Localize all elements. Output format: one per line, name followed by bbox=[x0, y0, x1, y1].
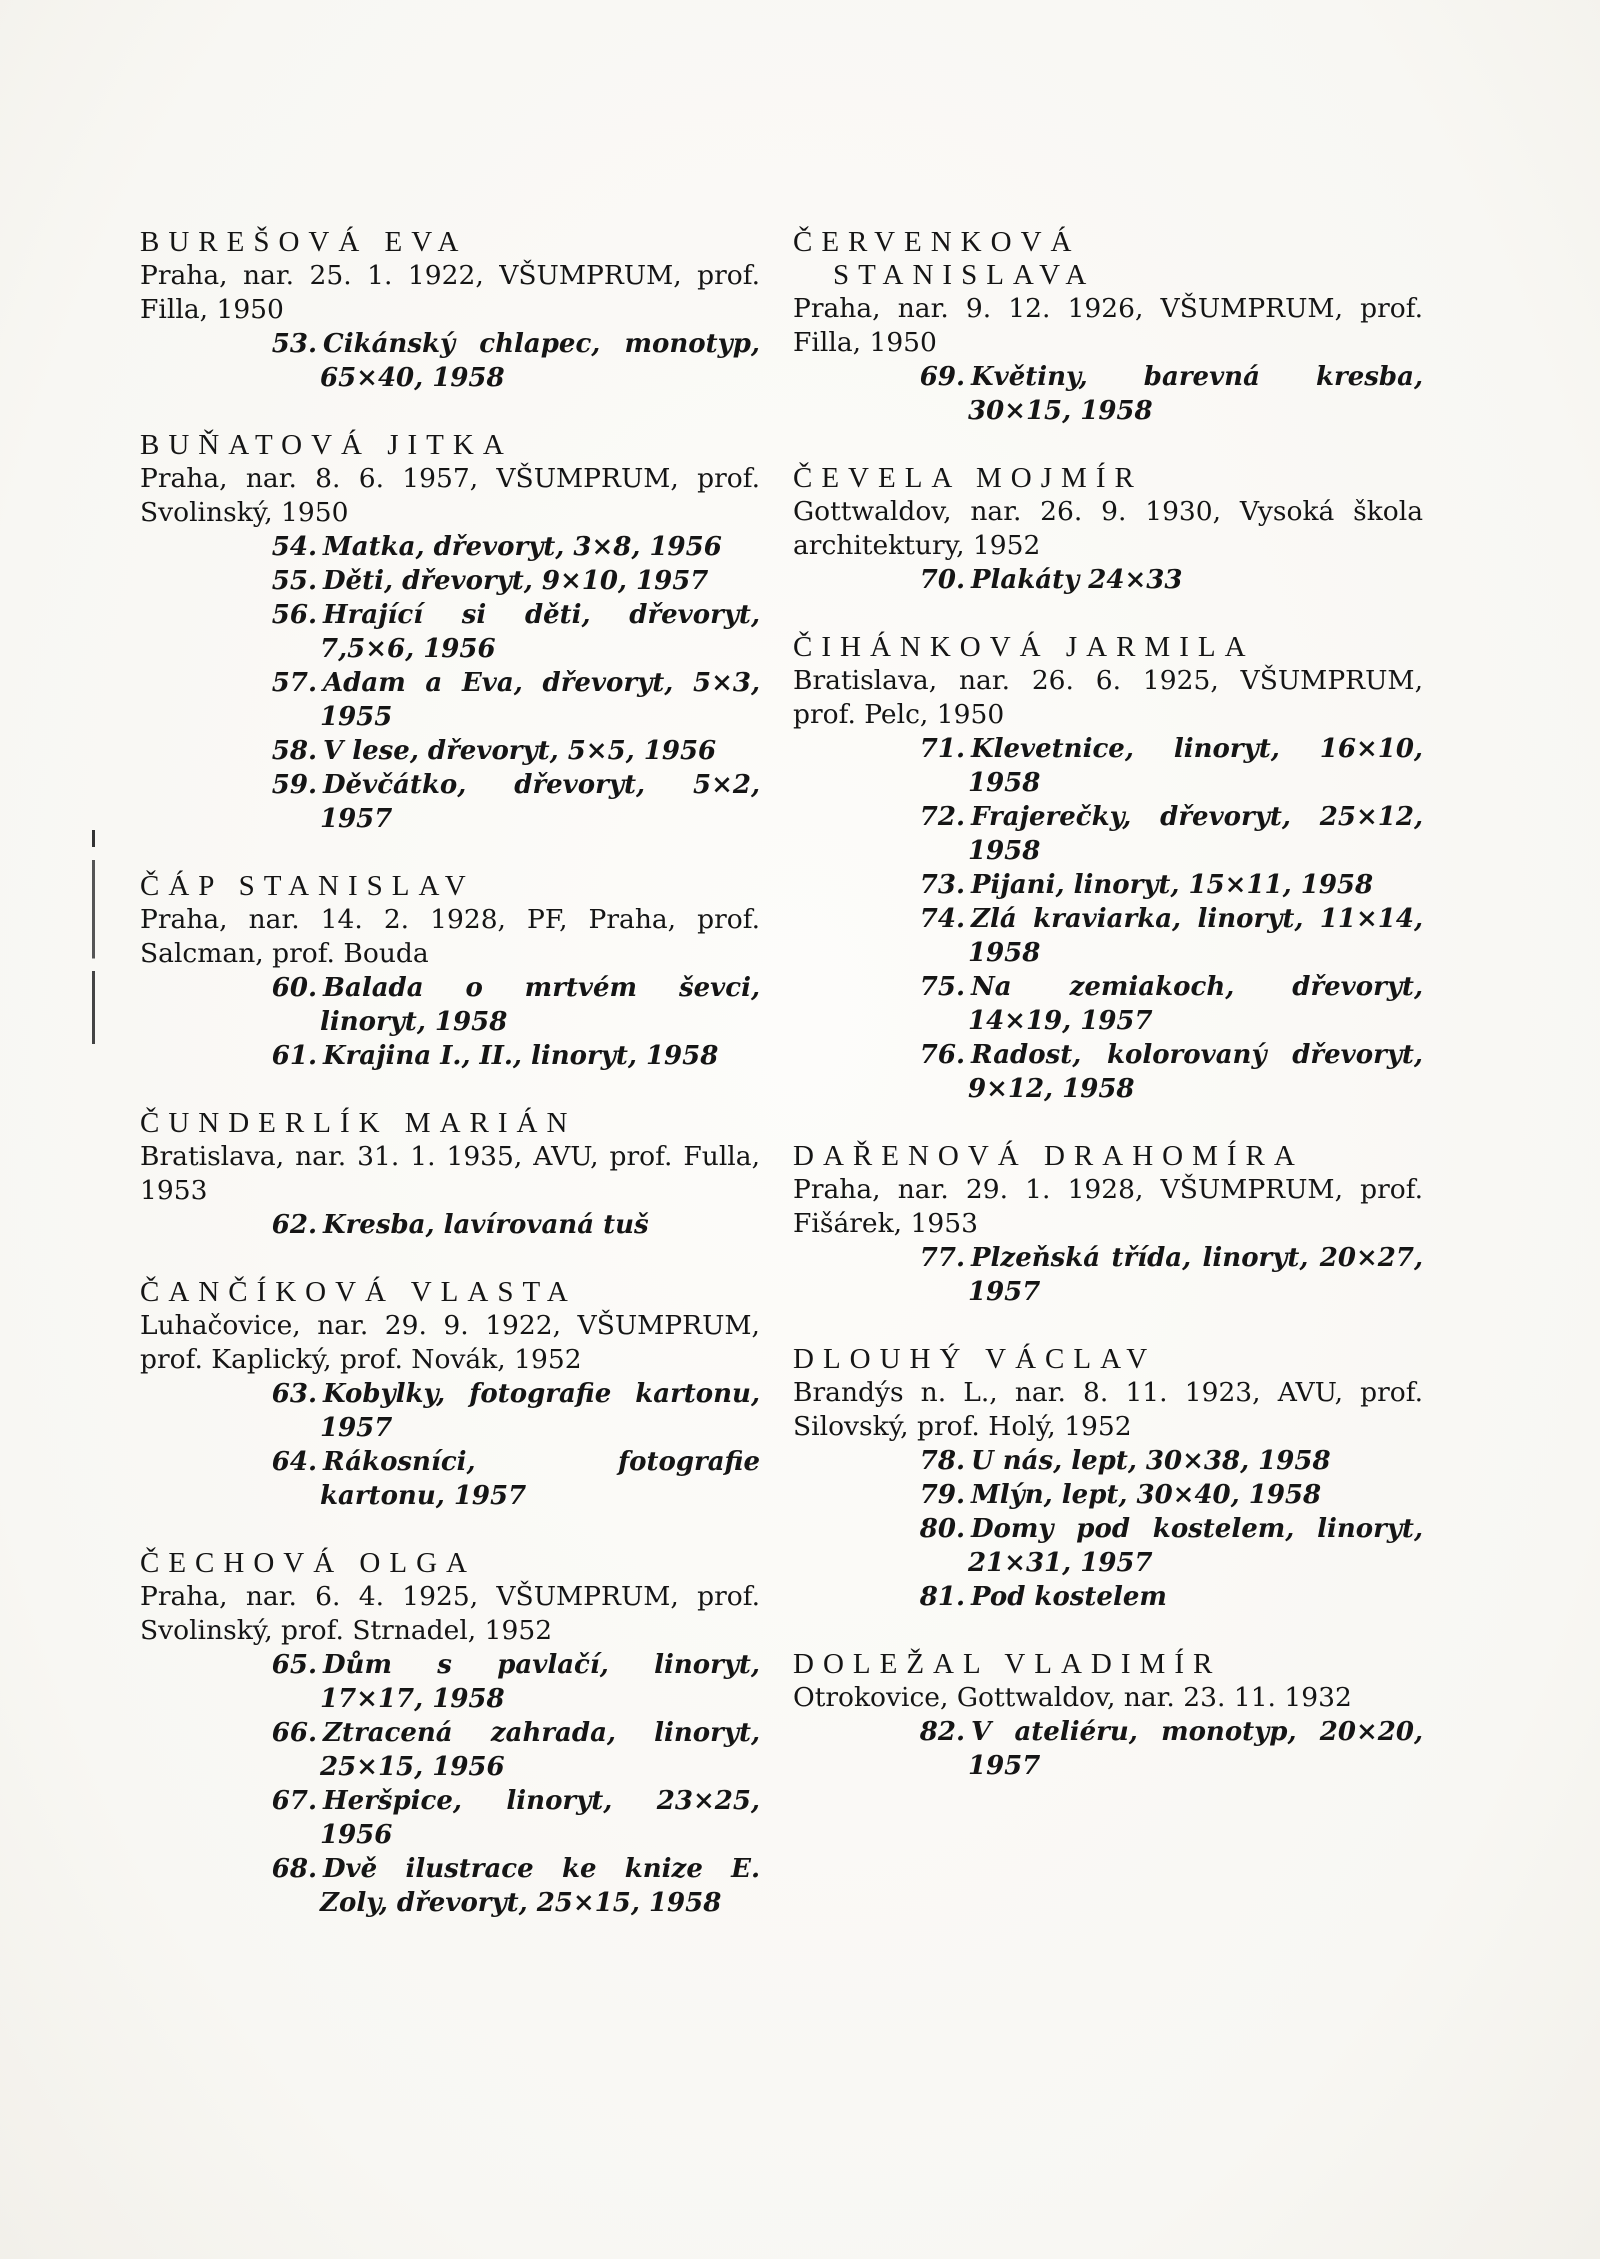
work-description: Krajina I., II., linoryt, 1958 bbox=[323, 1041, 719, 1071]
artist-entry bbox=[793, 1648, 1423, 1783]
work-description: Frajerečky, dřevoryt, 25×12, 1958 bbox=[968, 802, 1423, 866]
work-item bbox=[140, 1445, 760, 1513]
artist-bio: Praha, nar. 29. 1. 1928, VŠUMPRUM, prof. Fišárek, 1953 bbox=[793, 1174, 1423, 1239]
work-number: 69. bbox=[919, 362, 965, 392]
work-description: Zlá kraviarka, linoryt, 11×14, 1958 bbox=[968, 904, 1423, 968]
work-description: Adam a Eva, dřevoryt, 5×3, 1955 bbox=[320, 668, 760, 732]
works-list bbox=[140, 971, 760, 1073]
work-number: 64. bbox=[271, 1447, 317, 1477]
work-item bbox=[793, 360, 1423, 428]
work-description: Mlýn, lept, 30×40, 1958 bbox=[971, 1480, 1322, 1510]
work-description: Děvčátko, dřevoryt, 5×2, 1957 bbox=[320, 770, 760, 834]
work-description: Ztracená zahrada, linoryt, 25×15, 1956 bbox=[320, 1718, 760, 1782]
work-number: 61. bbox=[271, 1041, 317, 1071]
work-number: 73. bbox=[919, 870, 965, 900]
work-description: Hrající si děti, dřevoryt, 7,5×6, 1956 bbox=[320, 600, 760, 664]
work-number: 62. bbox=[271, 1210, 317, 1240]
work-number: 72. bbox=[919, 802, 965, 832]
artist-entry bbox=[140, 226, 760, 395]
work-item bbox=[140, 1852, 760, 1920]
works-list bbox=[140, 1377, 760, 1513]
work-description: Kresba, lavírovaná tuš bbox=[323, 1210, 649, 1240]
work-item bbox=[793, 1512, 1423, 1580]
works-list bbox=[793, 1241, 1423, 1309]
artist-entry bbox=[793, 462, 1423, 597]
work-description: V lese, dřevoryt, 5×5, 1956 bbox=[323, 736, 717, 766]
work-item bbox=[140, 327, 760, 395]
work-item bbox=[793, 902, 1423, 970]
work-item bbox=[140, 1784, 760, 1852]
work-description: Kobylky, fotografie kartonu, 1957 bbox=[320, 1379, 760, 1443]
work-number: 53. bbox=[271, 329, 317, 359]
work-item bbox=[793, 970, 1423, 1038]
artist-entry bbox=[793, 1343, 1423, 1614]
artist-entry bbox=[140, 1547, 760, 1920]
work-item bbox=[793, 732, 1423, 800]
artist-name: ČANČÍKOVÁ VLASTA bbox=[140, 1276, 577, 1308]
artist-bio: Otrokovice, Gottwaldov, nar. 23. 11. 1932 bbox=[793, 1682, 1352, 1713]
artist-name: BUREŠOVÁ EVA bbox=[140, 226, 468, 258]
works-list bbox=[140, 1648, 760, 1920]
work-item bbox=[793, 1241, 1423, 1309]
work-description: Radost, kolorovaný dřevoryt, 9×12, 1958 bbox=[968, 1040, 1423, 1104]
right-column bbox=[793, 226, 1423, 1817]
work-item bbox=[140, 598, 760, 666]
work-description: Domy pod kostelem, linoryt, 21×31, 1957 bbox=[968, 1514, 1423, 1578]
work-number: 63. bbox=[271, 1379, 317, 1409]
artist-bio: Brandýs n. L., nar. 8. 11. 1923, AVU, prof. Silovský, prof. Holý, 1952 bbox=[793, 1377, 1423, 1442]
work-description: Plakáty 24×33 bbox=[971, 565, 1183, 595]
work-item bbox=[793, 563, 1423, 597]
left-column bbox=[140, 226, 760, 1954]
work-item bbox=[140, 768, 760, 836]
work-description: Matka, dřevoryt, 3×8, 1956 bbox=[323, 532, 722, 562]
artist-name-continued: STANISLAVA bbox=[833, 259, 1096, 291]
artist-bio: Praha, nar. 14. 2. 1928, PF, Praha, prof. Salcman, prof. Bouda bbox=[140, 904, 760, 969]
artist-entry bbox=[793, 226, 1423, 428]
artist-entry bbox=[140, 429, 760, 836]
artist-entry bbox=[140, 1107, 760, 1242]
work-number: 56. bbox=[271, 600, 317, 630]
artist-name: DAŘENOVÁ DRAHOMÍRA bbox=[793, 1140, 1304, 1172]
work-number: 81. bbox=[919, 1582, 965, 1612]
works-list bbox=[793, 563, 1423, 597]
work-number: 57. bbox=[271, 668, 317, 698]
work-item bbox=[793, 800, 1423, 868]
artist-bio: Luhačovice, nar. 29. 9. 1922, VŠUMPRUM, prof. Kaplický, prof. Novák, 1952 bbox=[140, 1310, 760, 1375]
work-number: 59. bbox=[271, 770, 317, 800]
artist-bio: Praha, nar. 6. 4. 1925, VŠUMPRUM, prof. Svolinský, prof. Strnadel, 1952 bbox=[140, 1581, 760, 1646]
work-description: Rákosníci, fotografie kartonu, 1957 bbox=[320, 1447, 760, 1511]
artist-entry bbox=[793, 1140, 1423, 1309]
work-description: Dům s pavlačí, linoryt, 17×17, 1958 bbox=[320, 1650, 760, 1714]
work-number: 74. bbox=[919, 904, 965, 934]
artist-bio: Bratislava, nar. 26. 6. 1925, VŠUMPRUM, prof. Pelc, 1950 bbox=[793, 665, 1423, 730]
work-description: Plzeňská třída, linoryt, 20×27, 1957 bbox=[968, 1243, 1423, 1307]
works-list bbox=[793, 1444, 1423, 1614]
artist-name: ČÁP STANISLAV bbox=[140, 870, 475, 902]
artist-name: ČUNDERLÍK MARIÁN bbox=[140, 1107, 577, 1139]
work-item bbox=[140, 1039, 760, 1073]
work-item bbox=[793, 1038, 1423, 1106]
work-description: Pijani, linoryt, 15×11, 1958 bbox=[971, 870, 1374, 900]
work-item bbox=[793, 868, 1423, 902]
artist-name: DLOUHÝ VÁCLAV bbox=[793, 1343, 1157, 1375]
margin-pencil-mark bbox=[92, 830, 95, 1044]
artist-entry bbox=[793, 631, 1423, 1106]
work-number: 58. bbox=[271, 736, 317, 766]
work-item bbox=[793, 1478, 1423, 1512]
work-number: 60. bbox=[271, 973, 317, 1003]
works-list bbox=[793, 1715, 1423, 1783]
artist-name: ČERVENKOVÁ bbox=[793, 226, 1081, 258]
work-item bbox=[793, 1715, 1423, 1783]
work-description: V ateliéru, monotyp, 20×20, 1957 bbox=[968, 1717, 1423, 1781]
work-number: 55. bbox=[271, 566, 317, 596]
work-item bbox=[793, 1580, 1423, 1614]
work-description: Květiny, barevná kresba, 30×15, 1958 bbox=[968, 362, 1423, 426]
artist-name: ČEVELA MOJMÍR bbox=[793, 462, 1143, 494]
work-description: Na zemiakoch, dřevoryt, 14×19, 1957 bbox=[968, 972, 1423, 1036]
artist-name: DOLEŽAL VLADIMÍR bbox=[793, 1648, 1222, 1680]
artist-bio: Gottwaldov, nar. 26. 9. 1930, Vysoká škola architektury, 1952 bbox=[793, 496, 1423, 561]
artist-bio: Bratislava, nar. 31. 1. 1935, AVU, prof. Fulla, 1953 bbox=[140, 1141, 760, 1206]
work-number: 71. bbox=[919, 734, 965, 764]
work-number: 54. bbox=[271, 532, 317, 562]
artist-entry bbox=[140, 1276, 760, 1513]
work-number: 76. bbox=[919, 1040, 965, 1070]
work-item bbox=[140, 530, 760, 564]
work-description: Cikánský chlapec, monotyp, 65×40, 1958 bbox=[320, 329, 760, 393]
works-list bbox=[140, 327, 760, 395]
work-description: U nás, lept, 30×38, 1958 bbox=[971, 1446, 1331, 1476]
work-item bbox=[140, 1377, 760, 1445]
work-number: 68. bbox=[271, 1854, 317, 1884]
artist-bio: Praha, nar. 25. 1. 1922, VŠUMPRUM, prof. Filla, 1950 bbox=[140, 260, 760, 325]
work-number: 82. bbox=[919, 1717, 965, 1747]
artist-name: ČECHOVÁ OLGA bbox=[140, 1547, 476, 1579]
artist-bio: Praha, nar. 9. 12. 1926, VŠUMPRUM, prof. Filla, 1950 bbox=[793, 293, 1423, 358]
work-item bbox=[140, 666, 760, 734]
work-number: 80. bbox=[919, 1514, 965, 1544]
work-number: 65. bbox=[271, 1650, 317, 1680]
work-description: Pod kostelem bbox=[971, 1582, 1167, 1612]
work-number: 75. bbox=[919, 972, 965, 1002]
works-list bbox=[140, 530, 760, 836]
work-description: Děti, dřevoryt, 9×10, 1957 bbox=[323, 566, 709, 596]
work-description: Heršpice, linoryt, 23×25, 1956 bbox=[320, 1786, 760, 1850]
work-item bbox=[140, 1648, 760, 1716]
work-item bbox=[140, 734, 760, 768]
work-description: Klevetnice, linoryt, 16×10, 1958 bbox=[968, 734, 1423, 798]
work-item bbox=[140, 564, 760, 598]
work-number: 79. bbox=[919, 1480, 965, 1510]
works-list bbox=[793, 732, 1423, 1106]
artist-bio: Praha, nar. 8. 6. 1957, VŠUMPRUM, prof. Svolinský, 1950 bbox=[140, 463, 760, 528]
handwritten-pencil-note bbox=[1435, 391, 1600, 630]
work-number: 78. bbox=[919, 1446, 965, 1476]
artist-name: ČIHÁNKOVÁ JARMILA bbox=[793, 631, 1255, 663]
works-list bbox=[140, 1208, 760, 1242]
work-item bbox=[140, 1716, 760, 1784]
artist-entry bbox=[140, 870, 760, 1073]
work-item bbox=[140, 1208, 760, 1242]
work-description: Balada o mrtvém ševci, linoryt, 1958 bbox=[320, 973, 760, 1037]
work-number: 66. bbox=[271, 1718, 317, 1748]
work-description: Dvě ilustrace ke knize E. Zoly, dřevoryt, 25×15, 1958 bbox=[320, 1854, 760, 1918]
works-list bbox=[793, 360, 1423, 428]
work-item bbox=[793, 1444, 1423, 1478]
work-number: 77. bbox=[919, 1243, 965, 1273]
work-item bbox=[140, 971, 760, 1039]
work-number: 67. bbox=[271, 1786, 317, 1816]
work-number: 70. bbox=[919, 565, 965, 595]
artist-name: BUŇATOVÁ JITKA bbox=[140, 429, 513, 461]
